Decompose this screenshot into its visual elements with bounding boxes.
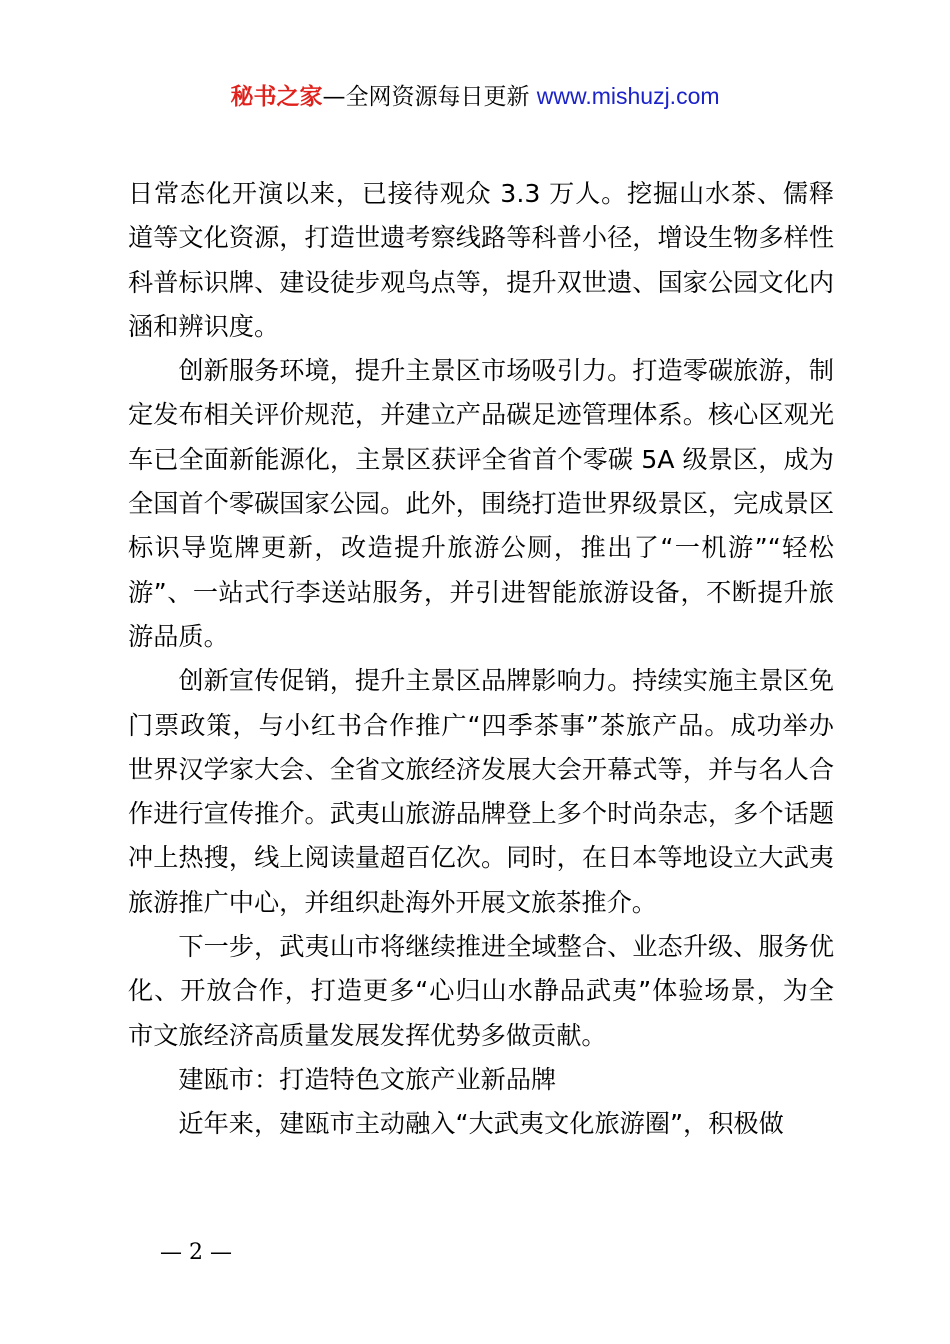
header-url[interactable]: www.mishuzj.com	[536, 83, 720, 109]
paragraph-promotion: 创新宣传促销，提升主景区品牌影响力。持续实施主景区免门票政策，与小红书合作推广“四季茶事”茶旅产品。成功举办世界汉学家大会、全省文旅经济发展大会开幕式等，并与名人合作进行宣传推介。武夷山旅游品牌登上多个时尚杂志，多个话题冲上热搜，线上阅读量超百亿次。同时，在日本等地设立大武夷旅游推广中心，并组织赴海外开展文旅茶推介。	[128, 666, 834, 917]
section-heading-jianou: 建瓯市：打造特色文旅产业新品牌	[178, 1064, 557, 1094]
page-number: — 2 —	[160, 1240, 232, 1265]
header-brand: 秘书之家	[230, 84, 323, 110]
document-header	[0, 80, 950, 113]
paragraph-continuation: 日常态化开演以来，已接待观众 3.3 万人。挖掘山水茶、儒释道等文化资源，打造世遗考察线路等科普小径，增设生物多样性科普标识牌、建设徒步观鸟点等，提升双世遗、国家公园文化内涵和辨识度。	[128, 179, 834, 341]
paragraph-jianou-intro: 近年来，建瓯市主动融入“大武夷文化旅游圈”，积极做	[178, 1109, 784, 1139]
paragraph-next-step: 下一步，武夷山市将继续推进全域整合、业态升级、服务优化、开放合作，打造更多“心归山水静品武夷”体验场景，为全市文旅经济高质量发展发挥优势多做贡献。	[128, 932, 834, 1050]
paragraph-service-environment: 创新服务环境，提升主景区市场吸引力。打造零碳旅游，制定发布相关评价规范，并建立产品碳足迹管理体系。核心区观光车已全面新能源化，主景区获评全省首个零碳 5A 级景区，成为全国首个零碳国家公园。此外，围绕打造世界级景区，完成景区标识导览牌更新，改造提升旅游公厕，推出了“一机游”“轻松游”、一站式行李送站服务，并引进智能旅游设备，不断提升旅游品质。	[128, 356, 834, 651]
header-tagline: —全网资源每日更新	[322, 84, 530, 110]
document-body	[128, 172, 834, 1147]
